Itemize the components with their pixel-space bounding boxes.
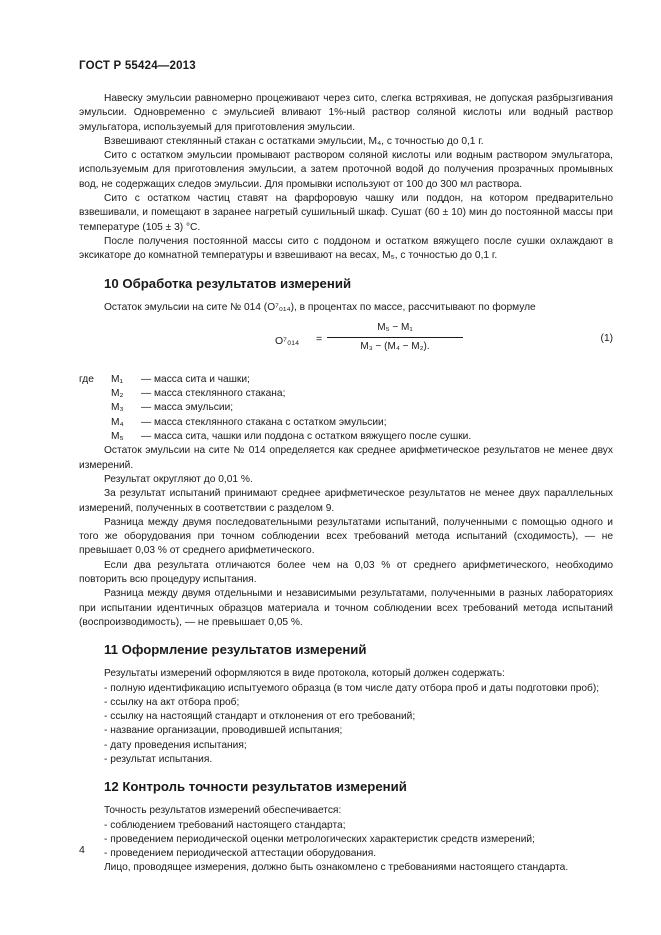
formula-lhs: O⁷₀₁₄ [275,334,300,347]
formula-fraction [325,319,465,356]
section-12-lead: Точность результатов измерений обеспечивается: [104,805,342,817]
paragraph: За результат испытаний принимают среднее арифметическое результатов не менее двух параллельных измерений, полученных в соответствии с разделом 9. [79,488,613,514]
list-item: - ссылку на настоящий стандарт и отклонения от его требований; [104,711,416,723]
formula-denominator: M₃ − (M₄ − M₂). [360,340,430,352]
section-11-title: 11 Оформление результатов измерений [104,642,367,658]
protocol-items-list [79,682,613,768]
list-item: - проведением периодической оценки метрологических характеристик средств измерений; [104,833,535,845]
section-11-lead: Результаты измерений оформляются в виде протокола, который должен содержать: [104,668,505,680]
list-item: - ссылку на акт отбора проб; [104,696,240,708]
section-12-title: 12 Контроль точности результатов измерений [104,779,407,795]
paragraph: Остаток эмульсии на сите № 014 определяется как среднее арифметическое результатов не менее двух измерений. [79,445,613,471]
list-item: - результат испытания. [104,753,213,765]
definition-item: M₅ — масса сита, чашки или поддона с остатком вяжущего после сушки. [111,431,472,443]
definition-item: M₄ — масса стеклянного стакана с остатком эмульсии; [111,416,387,428]
document-body [79,92,613,876]
paragraph: После получения постоянной массы сито с поддоном и остатком вяжущего после сушки охлаждают в эксикаторе до комнатной температуры и взвешивают на весах, M₅, с точностью до 0,1 г. [79,235,613,262]
section-12-closing: Лицо, проводящее измерения, должно быть ознакомлено с требованиями настоящего стандарта. [104,862,569,874]
paragraph: Разница между двумя отдельными и независимыми результатами, полученными в разных лабораториях при испытании идентичных образцов материала и точном соблюдении всех требований метода испытаний (воспроизводимость), — не превышает 0,05 %. [79,588,613,628]
standard-header: ГОСТ Р 55424—2013 [79,60,196,72]
list-item: - дату проведения испытания; [104,739,247,751]
paragraph: Сито с остатком эмульсии промывают раствором соляной кислоты или водным раствором эмульгатора, используемым для приготовления эмульсии, а затем проточной водой до получения прозрачных промывных вод, не содержащих следов эмульсии. Для промывки используют от 100 до 300 мл раствора. [79,150,613,190]
section-10-lead: Остаток эмульсии на сите № 014 (O⁷₀₁₄), в процентах по массе, рассчитывают по формуле [104,301,536,313]
list-item: - соблюдением требований настоящего стандарта; [104,819,346,831]
formula-equals: = [316,332,323,345]
definition-item: M₃ — масса эмульсии; [111,402,234,414]
formula-1 [79,319,613,371]
accuracy-items-list [79,819,613,862]
paragraph: Сито с остатком частиц ставят на фарфоровую чашку или поддон, на котором предварительно взвешивали, и помещают в заранее нагретый сушильный шкаф. Сушат (60 ± 10) мин до постоянной массы при температуре (105 ± 3) °С. [79,193,613,233]
paragraph: Результат округляют до 0,01 %. [104,473,253,485]
list-item: - проведением периодической аттестации оборудования. [104,848,377,860]
list-item: - название организации, проводившей испытания; [104,725,343,737]
definition-item: M₂ — масса стеклянного стакана; [111,388,286,400]
paragraph: Взвешивают стеклянный стакан с остатками эмульсии, M₄, с точностью до 0,1 г. [104,135,484,147]
paragraph: Навеску эмульсии равномерно процеживают через сито, слегка встряхивая, не допуская разбрызгивания эмульсии. Одновременно с эмульсией вливают 1%-ный раствор соляной кислоты или водный раствор эмульгатора, используемый для приготовления эмульсии. [79,93,613,133]
list-item: - полную идентификацию испытуемого образца (в том числе дату отбора проб и даты подготовки проб); [104,682,600,694]
definitions-list [79,373,613,444]
paragraph: Разница между двумя последовательными результатами испытаний, полученными с помощью одного и того же оборудования при точном соблюдении всех требований метода испытаний (сходимость), — не превышает 0,03 % от среднего арифметического. [79,516,613,557]
page-number: 4 [79,844,85,856]
paragraph: Если два результата отличаются более чем на 0,03 % от среднего арифметического, необходимо повторить всю процедуру испытания. [79,559,613,586]
section-10-title: 10 Обработка результатов измерений [104,275,352,291]
formula-number: (1) [600,332,613,344]
formula-numerator: M₅ − M₁ [377,321,413,333]
definition-item: где M₁ — масса сита и чашки; [79,373,250,385]
